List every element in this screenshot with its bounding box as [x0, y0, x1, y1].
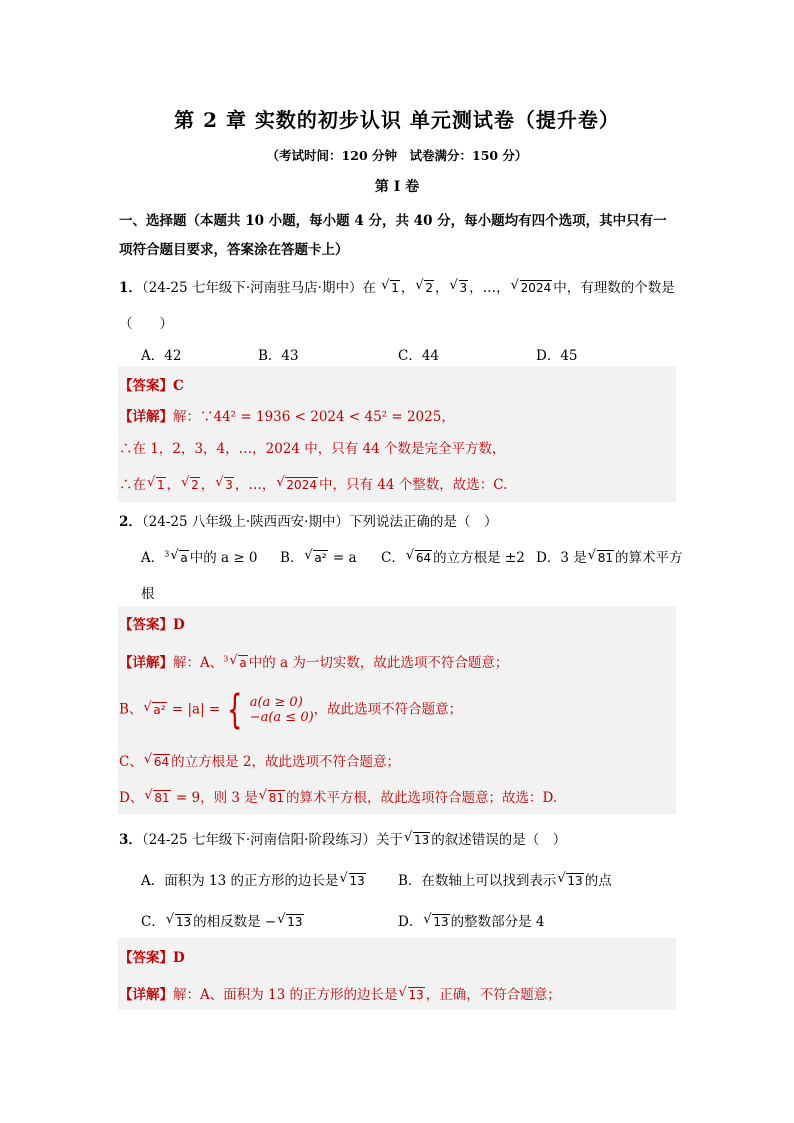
- part-heading: 第 I 卷: [374, 179, 420, 195]
- explanation-line: 【详解】解：∵44² = 1936 < 2024 < 45² = 2025，: [119, 409, 455, 425]
- explanation-line: 【详解】解：A、面积为 13 的正方形的边长是 √ 13 ，正确，不符合题意；: [119, 985, 561, 1003]
- explanation-line: 【详解】解：A、$^3$ √ a 中的 a 为一切实数，故此选项不符合题意；: [119, 653, 509, 671]
- section-heading-line1: 一、选择题（本题共 10 小题，每小题 4 分，共 40 分，每小题均有四个选项，其中只有一: [119, 213, 667, 229]
- option-b: B． √ a² = a: [280, 548, 357, 566]
- sqrt-expression: √ 2024: [510, 278, 552, 295]
- section-heading-line2: 项符合题目要求，答案涂在答题卡上）: [119, 242, 349, 258]
- question-2: 2．（24-25 八年级上·陕西西安·期中）下列说法正确的是（ ）: [119, 514, 498, 530]
- answer-blank: （ ）: [119, 316, 173, 332]
- explanation-line: ∴在 √ 1 ， √ 2 ， √ 3 ，…， √ 2024 中，只有 44 个整数，故选：C.: [119, 475, 508, 493]
- option-c: C．44: [398, 348, 440, 364]
- option-b: B．在数轴上可以找到表示 √ 13 的点: [398, 871, 612, 889]
- answer-line: 【答案】D: [119, 950, 185, 966]
- option-a: A．42: [141, 348, 182, 364]
- answer-line: 【答案】D: [119, 617, 185, 633]
- option-d: D．3 是 √ 81 的算术平方: [536, 548, 683, 566]
- answer-line: 【答案】C: [119, 378, 184, 394]
- option-b: B．43: [258, 348, 299, 364]
- page-title: 第 2 章 实数的初步认识 单元测试卷（提升卷）: [174, 108, 620, 132]
- explanation-line: ∴在 1，2，3，4，…，2024 中，只有 44 个数是完全平方数，: [119, 441, 506, 457]
- question-1: 1．（24-25 七年级下·河南驻马店·期中）在 √ 1 ， √ 2 ， √ 3 ，…， √ 2024 中，有理数的个数是: [119, 278, 675, 296]
- sqrt-expression: √ 3: [449, 278, 468, 295]
- sqrt-expression: √ 1: [381, 278, 399, 295]
- exam-info: （考试时间：120 分钟 试卷满分：150 分）: [266, 148, 528, 163]
- explanation-line: B、 √ a² = |a| = { a(a ≥ 0) −a(a ≤ 0) ，故此选项不符合题意；: [119, 687, 463, 733]
- option-c: C． √ 64 的立方根是 ±2: [381, 548, 525, 566]
- option-a: A．面积为 13 的正方形的边长是 √ 13: [141, 871, 365, 889]
- option-a: A．$^3$ √ a 中的 a ≥ 0: [141, 548, 258, 566]
- option-d: D． √ 13 的整数部分是 4: [398, 912, 545, 930]
- option-c: C． √ 13 的相反数是 − √ 13: [141, 912, 303, 930]
- explanation-line: C、 √ 64 的立方根是 2，故此选项不符合题意；: [119, 752, 401, 770]
- question-3: 3．（24-25 七年级下·河南信阳·阶段练习）关于 √ 13 的叙述错误的是（ ）: [119, 830, 567, 848]
- sqrt-expression: √ 2: [415, 278, 434, 295]
- option-d-wrap: 根: [141, 586, 155, 602]
- explanation-line: D、 √ 81 = 9，则 3 是 √ 81 的算术平方根，故此选项符合题意；故选：D.: [119, 788, 558, 806]
- option-d: D．45: [536, 348, 578, 364]
